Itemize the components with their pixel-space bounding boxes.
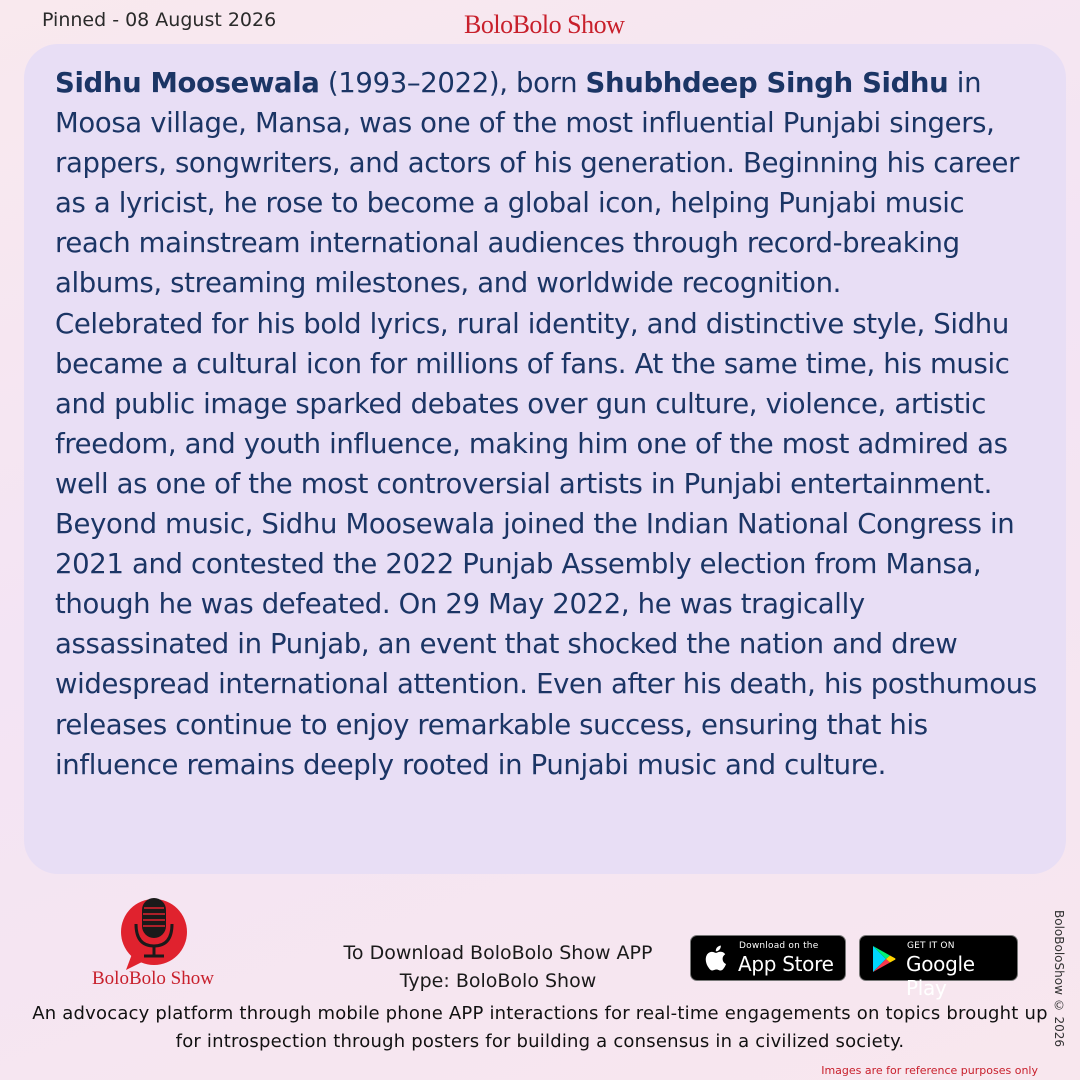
disclaimer: Images are for reference purposes only (821, 1064, 1038, 1077)
paragraph-legacy: Celebrated for his bold lyrics, rural identity, and distinctive style, Sidhu became a cultural icon for millions of fans. At the same time, his music and public image sparked debates over gun culture, violence, artistic freedom, and youth influence, making him one of the most admired as well as one of the most controversial artists in Punjabi entertainment. Beyond music, Sidhu Moosewala joined the Indian National Congress in 2021 and contested the 2022 Punjab Assembly election from Mansa, though he was defeated. On 29 May 2022, he was tragically assassinated in Punjab, an event that shocked the nation and drew widespread international attention. Even after his death, his posthumous releases continue to enjoy remarkable success, ensuring that his influence remains deeply rooted in Punjabi music and culture. (55, 307, 1037, 781)
google-play-button[interactable] (859, 935, 1018, 1000)
download-line-1: To Download BoloBolo Show APP (343, 942, 653, 964)
brand-title: BoloBolo Show (464, 10, 625, 39)
app-store-small-label: Download on the (739, 941, 819, 951)
apple-icon (703, 944, 727, 972)
birth-name: Shubhdeep Singh Sidhu (585, 67, 949, 99)
download-instructions (330, 939, 666, 995)
google-play-small-label: GET IT ON (907, 941, 955, 951)
download-line-2: Type: BoloBolo Show (399, 970, 597, 992)
artist-years: (1993–2022), born (319, 67, 586, 99)
article-card (24, 44, 1066, 874)
app-store-label: App Store (738, 952, 834, 976)
artist-name: Sidhu Moosewala (55, 67, 320, 99)
app-store-button[interactable] (690, 935, 846, 981)
copyright-notice: BoloBoloShow © 2026 (1052, 910, 1066, 1048)
tagline: An advocacy platform through mobile phone APP interactions for real-time engagements on topics brought up for introspection through posters for building a consensus in a civilized society. (32, 1003, 1048, 1052)
paragraph-intro-text: in Moosa village, Mansa, was one of the most influential Punjabi singers, rappers, songwriters, and actors of his generation. Beginning his career as a lyricist, he rose to become a global icon, helping Punjabi music reach mainstream international audiences through record-breaking albums, streaming milestones, and worldwide recognition. (55, 67, 1020, 300)
pinned-date: Pinned - 08 August 2026 (42, 9, 277, 31)
logo-text: BoloBolo Show (92, 968, 214, 989)
google-play-icon (871, 945, 897, 973)
paragraph-intro (55, 63, 1040, 304)
google-play-label: Google Play (906, 952, 975, 1000)
